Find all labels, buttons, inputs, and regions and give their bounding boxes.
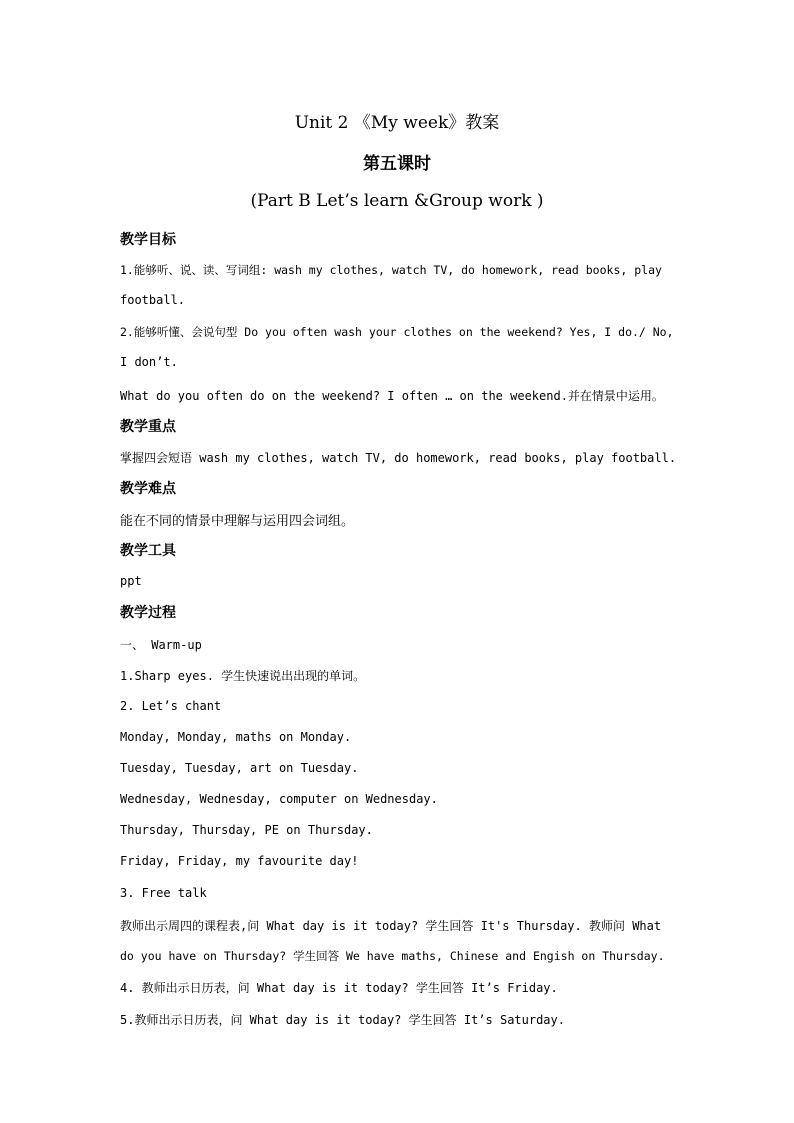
warmup-title: 一、 Warm-up [120,638,202,652]
goal-line: I don’t. [120,355,178,369]
key-points-heading: 教学重点 [120,419,176,435]
chant-line: Wednesday, Wednesday, computer on Wednesday. [120,792,438,806]
process-step: 3. Free talk [120,886,207,900]
key-points-text: 掌握四会短语 wash my clothes, watch TV, do homework, read books, play football. [120,451,677,465]
goal-line: 2.能够听懂、会说句型 Do you often wash your clothes on the weekend? Yes, I do./ No, [120,325,674,339]
process-step: 4. 教师出示日历表，问 What day is it today? 学生回答 It’s Friday. [120,981,558,995]
lesson-subtitle: 第五课时 [363,154,431,174]
tools-heading: 教学工具 [120,543,176,559]
chant-line: Monday, Monday, maths on Monday. [120,730,352,744]
goals-heading: 教学目标 [120,232,176,248]
process-step: 2. Let’s chant [120,699,222,713]
chant-line: Tuesday, Tuesday, art on Tuesday. [120,761,359,775]
free-talk-line: 教师出示周四的课程表,问 What day is it today? 学生回答 It's Thursday. 教师问 What [120,919,662,933]
tools-text: ppt [120,574,142,588]
document-title: Unit 2 《My week》教案 [294,113,500,133]
chant-line: Thursday, Thursday, PE on Thursday. [120,823,373,837]
chant-line: Friday, Friday, my favourite day! [120,854,359,868]
goal-line: What do you often do on the weekend? I often … on the weekend.并在情景中运用。 [120,389,664,403]
goal-line: football. [120,293,186,307]
process-heading: 教学过程 [120,605,176,621]
difficult-points-text: 能在不同的情景中理解与运用四会词组。 [120,514,355,529]
process-step: 5.教师出示日历表，问 What day is it today? 学生回答 It’s Saturday. [120,1013,565,1027]
goal-line: 1.能够听、说、读、写词组: wash my clothes, watch TV, do homework, read books, play [120,263,662,277]
difficult-points-heading: 教学难点 [120,481,176,497]
process-step: 1.Sharp eyes. 学生快速说出出现的单词。 [120,669,366,683]
part-title: (Part B Let’s learn &Group work ) [250,191,544,211]
free-talk-line: do you have on Thursday? 学生回答 We have maths, Chinese and Engish on Thursday. [120,949,665,963]
